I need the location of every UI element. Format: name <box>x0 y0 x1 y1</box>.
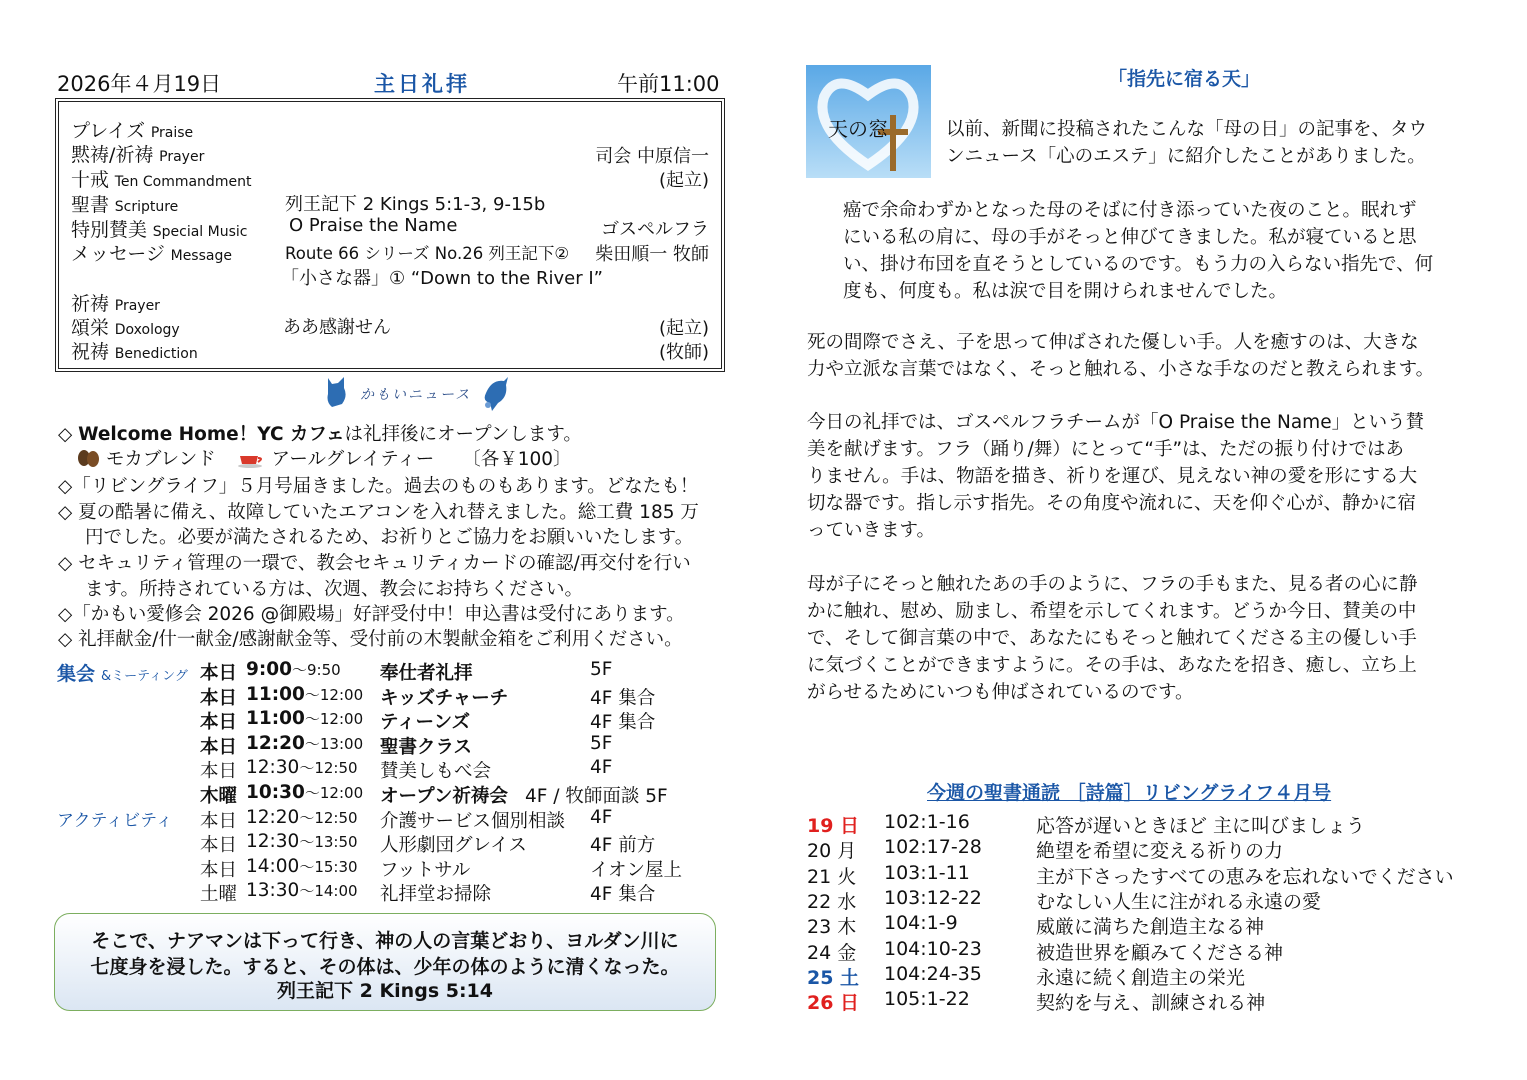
service-time: 午前11:00 <box>617 72 720 96</box>
news-item: ◇ 礼拝献金/什一献金/感謝献金等、受付前の木製献金箱をご利用ください。 <box>58 629 683 650</box>
program-item-en: Message <box>170 248 232 264</box>
teacup-icon <box>236 448 266 468</box>
program-item-ja: プレイズ <box>71 120 146 142</box>
meeting-name: ティーンズ <box>380 712 471 734</box>
reading-reference: 103:1-11 <box>884 861 970 884</box>
meeting-day: 本日 <box>200 687 238 709</box>
meeting-name: 奉仕者礼拝 <box>380 663 473 684</box>
meeting-place: 4F 前方 <box>590 835 656 857</box>
reading-date: 23 木 <box>807 916 857 939</box>
column-paragraph: 以前、新聞に投稿されたこんな「母の日」の記事を、タウ ンニュース「心のエステ」に紹介したことがありました。 <box>946 119 1428 167</box>
news-title: かもいニュース <box>360 387 472 403</box>
meeting-day: 木曜 <box>200 786 238 807</box>
program-item-mid: 列王記下 2 Kings 5:1-3, 9-15b <box>285 194 546 215</box>
meeting-day: 土曜 <box>200 884 238 906</box>
page-title: 主日礼拝 <box>374 72 470 96</box>
program-item-en: Scripture <box>114 199 179 215</box>
program-item-ja: 祝祷 <box>71 341 110 363</box>
column-paragraph: 母が子にそっと触れたあの手のように、フラの手もまた、見る者の心に静 かに触れ、慰め、励まし、希望を示してくれます。どうか今日、賛美の中 で、そして御言葉の中で、あなたにもそっと触れてくださる主の優しい手 に気づくことができますように。その手は、あなたを招き、癒し、立ち上 がらせるためにいつも伸ばされているのです。 <box>807 574 1418 703</box>
column-paragraph: 癌で余命わずかとなった母のそばに付き添っていた夜のこと。眠れず にいる私の肩に、母の手がそっと伸びてきました。私が寝ていると思 い、掛け布団を直そうとしているのです。もう力の入らない指先で、何 度も、何度も。私は涙で目を開けられませんでした。 <box>843 200 1434 302</box>
reading-theme: むなしい人生に注がれる永遠の愛 <box>1036 890 1322 913</box>
program-item-right: 司会 中原信一 <box>595 146 709 167</box>
reading-theme: 永遠に続く創造主の栄光 <box>1036 966 1246 989</box>
meeting-place: 4F <box>590 806 613 828</box>
meeting-place: 4F / 牧師面談 5F <box>525 786 668 807</box>
meeting-time: 11:00～12:00 <box>246 708 364 730</box>
news-item: ◇ 夏の酷暑に備え、故障していたエアコンを入れ替えました。総工費 185 万 <box>58 502 699 523</box>
meeting-time: 12:20～12:50 <box>246 806 358 828</box>
news-item: モカブレンド アールグレイティー 〔各￥100〕 <box>76 445 572 471</box>
meeting-day: 本日 <box>200 663 238 684</box>
reading-reference: 105:1-22 <box>884 988 970 1011</box>
program-item-mid: 「小さな器」① “Down to the River I” <box>281 268 603 289</box>
meeting-time: 12:20～13:00 <box>246 732 364 754</box>
meeting-place: 4F 集合 <box>590 712 656 734</box>
bird-silhouette-icon <box>478 375 512 415</box>
program-item-en: Benediction <box>114 346 198 362</box>
verse-line: そこで、ナアマンは下って行き、神の人の言葉どおり、ヨルダン川に <box>91 930 679 952</box>
program-item-ja: メッセージ <box>71 243 165 265</box>
meeting-place: 5F <box>590 732 613 754</box>
meeting-time: 12:30～13:50 <box>246 831 358 853</box>
meeting-name: 賛美しもべ会 <box>380 761 492 783</box>
reading-reference: 104:1-9 <box>884 912 958 935</box>
reading-reference: 104:24-35 <box>884 962 982 985</box>
reading-title: 今週の聖書通読 ［詩篇］リビングライフ４月号 <box>927 782 1332 804</box>
reading-date: 20 月 <box>807 840 857 863</box>
program-item-en: Ten Commandment <box>114 174 252 190</box>
reading-reference: 104:10-23 <box>884 937 982 960</box>
reading-reference: 102:1-16 <box>884 811 970 833</box>
program-item-mid: Route 66 シリーズ No.26 列王記下② <box>285 244 570 263</box>
meeting-day: 本日 <box>200 712 238 734</box>
meeting-place: 5F <box>590 659 613 680</box>
news-item: ます。所持されている方は、次週、教会にお持ちください。 <box>85 579 584 600</box>
meeting-place: 4F <box>590 757 613 779</box>
reading-theme: 契約を与え、訓練される神 <box>1036 992 1266 1015</box>
reading-date: 25 土 <box>807 966 860 989</box>
meeting-day: 本日 <box>200 810 238 832</box>
meeting-place: イオン屋上 <box>590 859 682 881</box>
news-item: ◇「リビングライフ」５月号届きました。過去のものもあります。どなたも！ <box>58 476 699 497</box>
program-item-ja: 十戒 <box>71 169 110 191</box>
program-item-en: Doxology <box>114 322 180 338</box>
column-paragraph: 死の間際でさえ、子を思って伸ばされた優しい手。人を癒すのは、大きな 力や立派な言葉ではなく、そっと触れる、小さな手なのだと教えられます。 <box>807 332 1435 380</box>
program-item-ja: 黙祷/祈祷 <box>71 144 154 166</box>
column-logo <box>806 65 931 178</box>
reading-date: 26 日 <box>807 992 860 1015</box>
meeting-day: 本日 <box>200 859 238 881</box>
reading-theme: 絶望を希望に変える祈りの力 <box>1036 840 1284 863</box>
meeting-name: フットサル <box>380 859 471 881</box>
news-item: ◇「かもい愛修会 2026 @御殿場」好評受付中！申込書は受付にあります。 <box>58 604 685 625</box>
program-item-en: Prayer <box>159 149 205 165</box>
meetings-label: 集会 &ミーティング <box>57 663 188 685</box>
reading-reference: 102:17-28 <box>884 836 982 859</box>
program-item-right: 柴田順一 牧師 <box>595 244 709 265</box>
program-item-ja: 頌栄 <box>71 317 110 339</box>
news-item: 円でした。必要が満たされるため、お祈りとご協力をお願いいたします。 <box>85 527 694 548</box>
program-item-en: Praise <box>150 125 194 141</box>
bulletin-date: 2026年４月19日 <box>57 72 222 96</box>
program-item-mid: O Praise the Name <box>289 215 458 236</box>
program-item-right: (牧師) <box>658 342 709 363</box>
reading-theme: 主が下さったすべての恵みを忘れないでください <box>1036 865 1454 888</box>
meeting-name: キッズチャーチ <box>380 687 509 709</box>
program-item-mid: ああ感謝せん <box>283 317 391 338</box>
meeting-name: 礼拝堂お掃除 <box>380 884 492 906</box>
program-item-right: (起立) <box>658 318 709 339</box>
program-item-ja: 祈祷 <box>71 293 110 315</box>
meeting-place: 4F 集合 <box>590 687 656 709</box>
reading-date: 19 日 <box>807 815 860 837</box>
program-item-ja: 特別賛美 <box>71 219 148 241</box>
meeting-time: 12:30～12:50 <box>246 757 358 779</box>
program-item-en: Special Music <box>152 224 248 240</box>
verse-reference: 列王記下 2 Kings 5:14 <box>277 980 493 1002</box>
meeting-time: 9:00～9:50 <box>246 659 341 680</box>
logo-text: 天の窓 <box>828 117 888 141</box>
news-item: ◇ セキュリティ管理の一環で、教会セキュリティカードの確認/再交付を行い <box>58 553 691 574</box>
cat-silhouette-icon <box>322 374 352 410</box>
meeting-name: オープン祈祷会 <box>380 786 508 807</box>
program-item-right: (起立) <box>658 170 709 191</box>
meeting-name: 介護サービス個別相談 <box>380 810 566 832</box>
meeting-day: 本日 <box>200 835 238 857</box>
reading-date: 24 金 <box>807 941 857 964</box>
activity-label: アクティビティ <box>57 811 173 831</box>
meeting-day: 本日 <box>200 736 238 758</box>
program-item-en: Prayer <box>114 298 160 314</box>
coffee-bean-icon <box>76 448 100 468</box>
reading-date: 22 水 <box>807 890 857 913</box>
reading-theme: 被造世界を顧みてくださる神 <box>1036 941 1284 964</box>
meeting-time: 13:30～14:00 <box>246 880 358 902</box>
program-item-ja: 聖書 <box>71 194 110 216</box>
meeting-name: 聖書クラス <box>380 736 472 758</box>
meeting-day: 本日 <box>200 761 238 783</box>
reading-theme: 応答が遅いときほど 主に叫びましょう <box>1036 815 1366 837</box>
meeting-time: 14:00～15:30 <box>246 855 358 877</box>
reading-theme: 威厳に満ちた創造主なる神 <box>1036 916 1265 939</box>
reading-reference: 103:12-22 <box>884 886 982 909</box>
verse-line: 七度身を浸した。すると、その体は、少年の体のように清くなった。 <box>90 956 680 978</box>
meeting-time: 11:00～12:00 <box>246 683 364 705</box>
news-item: ◇ Welcome Home！YC カフェは礼拝後にオープンします。 <box>58 424 582 445</box>
program-item-right: ゴスペルフラ <box>601 219 709 240</box>
meeting-time: 10:30～12:00 <box>246 782 364 803</box>
reading-date: 21 火 <box>807 865 857 888</box>
column-title: 「指先に宿る天」 <box>1108 68 1261 90</box>
verse-box <box>54 913 716 1011</box>
meeting-name: 人形劇団グレイス <box>380 835 527 857</box>
order-of-service <box>55 98 725 372</box>
column-paragraph: 今日の礼拝では、ゴスペルフラチームが「O Praise the Name」という賛 美を献げます。フラ（踊り/舞）にとって“手”は、ただの振り付けではあ りません。手は、物語を描き、祈りを運び、見えない神の愛を形にする大 切な器です。指し示す指先。その角度や流れに、天を仰ぐ心が、静かに宿 っていきます。 <box>807 412 1425 541</box>
meeting-place: 4F 集合 <box>590 884 656 906</box>
